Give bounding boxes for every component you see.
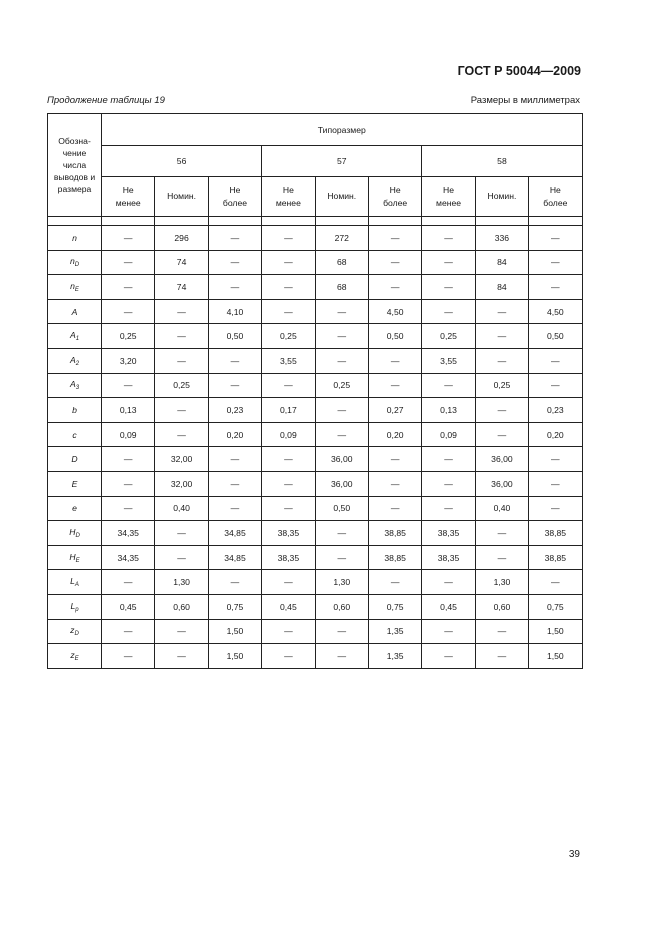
value-cell: — bbox=[155, 619, 208, 644]
value-cell: 84 bbox=[475, 250, 528, 275]
value-cell: 1,30 bbox=[315, 570, 368, 595]
value-cell: 3,20 bbox=[102, 348, 155, 373]
value-cell: — bbox=[315, 299, 368, 324]
value-cell: — bbox=[422, 496, 475, 521]
value-cell: — bbox=[155, 398, 208, 423]
value-cell: 74 bbox=[155, 275, 208, 300]
value-cell: 0,40 bbox=[475, 496, 528, 521]
value-cell: 272 bbox=[315, 226, 368, 251]
value-cell: — bbox=[102, 299, 155, 324]
value-cell: 0,75 bbox=[208, 594, 261, 619]
value-cell: — bbox=[315, 545, 368, 570]
value-cell: — bbox=[475, 398, 528, 423]
value-cell: — bbox=[368, 570, 421, 595]
value-cell: 1,35 bbox=[368, 619, 421, 644]
value-cell: — bbox=[208, 226, 261, 251]
value-cell: — bbox=[155, 348, 208, 373]
value-cell: — bbox=[475, 521, 528, 546]
value-cell: — bbox=[529, 471, 582, 496]
designation-cell: b bbox=[48, 398, 102, 423]
value-cell: — bbox=[262, 570, 315, 595]
value-cell: — bbox=[422, 570, 475, 595]
value-cell: — bbox=[368, 348, 421, 373]
designation-cell: D bbox=[48, 447, 102, 472]
value-cell: — bbox=[155, 422, 208, 447]
value-cell: 0,50 bbox=[315, 496, 368, 521]
value-cell: 0,25 bbox=[262, 324, 315, 349]
value-cell: — bbox=[262, 619, 315, 644]
designation-cell: E bbox=[48, 471, 102, 496]
value-cell: 336 bbox=[475, 226, 528, 251]
table-body bbox=[48, 217, 583, 669]
value-cell: 34,35 bbox=[102, 521, 155, 546]
dimensions-table bbox=[47, 113, 583, 669]
value-cell: 38,85 bbox=[529, 545, 582, 570]
value-cell: 0,20 bbox=[529, 422, 582, 447]
table-row bbox=[48, 422, 583, 447]
value-cell: 296 bbox=[155, 226, 208, 251]
table-row bbox=[48, 619, 583, 644]
value-cell: 68 bbox=[315, 275, 368, 300]
value-cell: 32,00 bbox=[155, 447, 208, 472]
value-cell: — bbox=[422, 250, 475, 275]
value-cell: — bbox=[102, 570, 155, 595]
value-cell: — bbox=[315, 422, 368, 447]
value-cell: — bbox=[102, 644, 155, 669]
value-cell: 1,50 bbox=[208, 619, 261, 644]
value-cell: 74 bbox=[155, 250, 208, 275]
value-cell: 0,25 bbox=[102, 324, 155, 349]
value-cell: 38,35 bbox=[262, 545, 315, 570]
value-cell: — bbox=[422, 644, 475, 669]
value-cell: — bbox=[102, 471, 155, 496]
value-cell: 0,17 bbox=[262, 398, 315, 423]
value-cell: — bbox=[422, 226, 475, 251]
value-cell: 0,13 bbox=[102, 398, 155, 423]
value-cell: — bbox=[529, 348, 582, 373]
page-number: 39 bbox=[568, 849, 580, 860]
designation-cell: $n_D$ bbox=[48, 250, 102, 275]
value-cell: — bbox=[475, 299, 528, 324]
table-row bbox=[48, 545, 583, 570]
value-cell: — bbox=[262, 496, 315, 521]
value-cell: 0,09 bbox=[422, 422, 475, 447]
value-cell: — bbox=[102, 496, 155, 521]
value-cell: 0,27 bbox=[368, 398, 421, 423]
value-cell: — bbox=[262, 275, 315, 300]
value-cell: — bbox=[529, 226, 582, 251]
value-cell: 38,85 bbox=[368, 545, 421, 570]
value-cell: — bbox=[155, 644, 208, 669]
designation-cell: $L_A$ bbox=[48, 570, 102, 595]
type-size-header: Типоразмер bbox=[102, 114, 583, 146]
value-cell: 36,00 bbox=[475, 447, 528, 472]
value-cell: 0,25 bbox=[422, 324, 475, 349]
designation-cell: $n_E$ bbox=[48, 275, 102, 300]
value-cell: 34,35 bbox=[102, 545, 155, 570]
value-cell: — bbox=[155, 521, 208, 546]
size-56-header: 56 bbox=[102, 146, 262, 177]
value-cell: — bbox=[368, 226, 421, 251]
value-cell: 0,60 bbox=[155, 594, 208, 619]
value-cell: — bbox=[529, 373, 582, 398]
value-cell: 0,40 bbox=[155, 496, 208, 521]
value-cell: — bbox=[368, 447, 421, 472]
min-column-header: Не менее bbox=[262, 177, 315, 217]
value-cell: — bbox=[529, 275, 582, 300]
max-column-header: Не более bbox=[368, 177, 421, 217]
value-cell: — bbox=[368, 373, 421, 398]
designation-cell: $z_D$ bbox=[48, 619, 102, 644]
value-cell: 4,10 bbox=[208, 299, 261, 324]
nominal-column-header: Номин. bbox=[155, 177, 208, 217]
value-cell: — bbox=[368, 471, 421, 496]
value-cell: — bbox=[102, 226, 155, 251]
value-cell: 0,13 bbox=[422, 398, 475, 423]
value-cell: 4,50 bbox=[529, 299, 582, 324]
designation-cell: $L_p$ bbox=[48, 594, 102, 619]
nominal-column-header: Номин. bbox=[315, 177, 368, 217]
value-cell: 0,75 bbox=[529, 594, 582, 619]
value-cell: — bbox=[102, 447, 155, 472]
min-column-header: Не менее bbox=[422, 177, 475, 217]
size-58-header: 58 bbox=[422, 146, 582, 177]
value-cell: — bbox=[102, 373, 155, 398]
value-cell: 0,60 bbox=[315, 594, 368, 619]
value-cell: — bbox=[262, 226, 315, 251]
value-cell: — bbox=[422, 619, 475, 644]
value-cell: 36,00 bbox=[315, 471, 368, 496]
value-cell: — bbox=[422, 275, 475, 300]
designation-cell: c bbox=[48, 422, 102, 447]
table-row bbox=[48, 570, 583, 595]
table-continuation-caption: Продолжение таблицы 19 bbox=[47, 95, 165, 106]
table-row bbox=[48, 348, 583, 373]
value-cell: 0,25 bbox=[475, 373, 528, 398]
value-cell: — bbox=[475, 644, 528, 669]
value-cell: — bbox=[102, 619, 155, 644]
table-row bbox=[48, 644, 583, 669]
designation-cell: $A_2$ bbox=[48, 348, 102, 373]
value-cell: 0,45 bbox=[422, 594, 475, 619]
value-cell: — bbox=[475, 545, 528, 570]
min-column-header: Не менее bbox=[102, 177, 155, 217]
value-cell: 34,85 bbox=[208, 521, 261, 546]
value-cell: — bbox=[422, 299, 475, 324]
value-cell: 3,55 bbox=[262, 348, 315, 373]
value-cell: 0,25 bbox=[315, 373, 368, 398]
designation-cell: e bbox=[48, 496, 102, 521]
value-cell: — bbox=[262, 250, 315, 275]
value-cell: 0,50 bbox=[368, 324, 421, 349]
value-cell: 3,55 bbox=[422, 348, 475, 373]
value-cell: 0,23 bbox=[208, 398, 261, 423]
table-row bbox=[48, 398, 583, 423]
table-row bbox=[48, 250, 583, 275]
designation-cell: $A_3$ bbox=[48, 373, 102, 398]
designation-cell: $A_1$ bbox=[48, 324, 102, 349]
value-cell: — bbox=[422, 447, 475, 472]
value-cell: — bbox=[155, 324, 208, 349]
designation-cell: $z_E$ bbox=[48, 644, 102, 669]
value-cell: — bbox=[155, 545, 208, 570]
value-cell: 38,35 bbox=[422, 521, 475, 546]
table-row bbox=[48, 496, 583, 521]
value-cell: — bbox=[475, 348, 528, 373]
value-cell: — bbox=[529, 447, 582, 472]
value-cell: — bbox=[262, 373, 315, 398]
value-cell: — bbox=[102, 250, 155, 275]
value-cell: 1,30 bbox=[155, 570, 208, 595]
value-cell: 34,85 bbox=[208, 545, 261, 570]
value-cell: 1,50 bbox=[208, 644, 261, 669]
value-cell: — bbox=[529, 570, 582, 595]
value-cell: — bbox=[262, 471, 315, 496]
value-cell: 32,00 bbox=[155, 471, 208, 496]
value-cell: 0,09 bbox=[102, 422, 155, 447]
table-row bbox=[48, 324, 583, 349]
value-cell: — bbox=[368, 250, 421, 275]
value-cell: 38,35 bbox=[422, 545, 475, 570]
value-cell: — bbox=[475, 422, 528, 447]
value-cell: 68 bbox=[315, 250, 368, 275]
value-cell: 0,20 bbox=[208, 422, 261, 447]
max-column-header: Не более bbox=[529, 177, 582, 217]
value-cell: 0,25 bbox=[155, 373, 208, 398]
table-row bbox=[48, 373, 583, 398]
value-cell: 1,50 bbox=[529, 644, 582, 669]
value-cell: — bbox=[262, 447, 315, 472]
value-cell: — bbox=[315, 324, 368, 349]
value-cell: — bbox=[315, 644, 368, 669]
value-cell: — bbox=[208, 275, 261, 300]
value-cell: — bbox=[262, 299, 315, 324]
max-column-header: Не более bbox=[208, 177, 261, 217]
value-cell: — bbox=[208, 250, 261, 275]
header-spacer-row bbox=[48, 217, 583, 226]
value-cell: 38,85 bbox=[529, 521, 582, 546]
value-cell: 36,00 bbox=[475, 471, 528, 496]
table-row bbox=[48, 447, 583, 472]
value-cell: — bbox=[208, 496, 261, 521]
value-cell: 0,50 bbox=[529, 324, 582, 349]
value-cell: — bbox=[315, 619, 368, 644]
table-row bbox=[48, 521, 583, 546]
value-cell: 1,35 bbox=[368, 644, 421, 669]
value-cell: — bbox=[155, 299, 208, 324]
value-cell: 0,45 bbox=[102, 594, 155, 619]
value-cell: — bbox=[102, 275, 155, 300]
table-header bbox=[48, 114, 583, 217]
value-cell: — bbox=[262, 644, 315, 669]
designation-column-header: Обозна- чение числа выводов и размера bbox=[48, 114, 102, 217]
value-cell: — bbox=[529, 250, 582, 275]
value-cell: 1,30 bbox=[475, 570, 528, 595]
value-cell: 0,23 bbox=[529, 398, 582, 423]
designation-cell: $H_E$ bbox=[48, 545, 102, 570]
nominal-column-header: Номин. bbox=[475, 177, 528, 217]
value-cell: 0,75 bbox=[368, 594, 421, 619]
designation-cell: A bbox=[48, 299, 102, 324]
value-cell: — bbox=[475, 619, 528, 644]
table-row bbox=[48, 471, 583, 496]
value-cell: — bbox=[208, 373, 261, 398]
table-row bbox=[48, 594, 583, 619]
value-cell: — bbox=[208, 348, 261, 373]
value-cell: 84 bbox=[475, 275, 528, 300]
value-cell: — bbox=[529, 496, 582, 521]
table-row bbox=[48, 299, 583, 324]
value-cell: — bbox=[422, 373, 475, 398]
value-cell: 4,50 bbox=[368, 299, 421, 324]
designation-cell: n bbox=[48, 226, 102, 251]
value-cell: — bbox=[315, 348, 368, 373]
value-cell: — bbox=[208, 570, 261, 595]
value-cell: 0,50 bbox=[208, 324, 261, 349]
units-caption: Размеры в миллиметрах bbox=[470, 95, 580, 106]
value-cell: 0,45 bbox=[262, 594, 315, 619]
value-cell: 38,35 bbox=[262, 521, 315, 546]
value-cell: 0,20 bbox=[368, 422, 421, 447]
designation-cell: $H_D$ bbox=[48, 521, 102, 546]
value-cell: — bbox=[208, 471, 261, 496]
table-row bbox=[48, 226, 583, 251]
value-cell: — bbox=[315, 521, 368, 546]
value-cell: 0,09 bbox=[262, 422, 315, 447]
table-row bbox=[48, 275, 583, 300]
size-57-header: 57 bbox=[262, 146, 422, 177]
value-cell: — bbox=[315, 398, 368, 423]
value-cell: — bbox=[208, 447, 261, 472]
value-cell: — bbox=[475, 324, 528, 349]
value-cell: — bbox=[368, 496, 421, 521]
value-cell: 38,85 bbox=[368, 521, 421, 546]
value-cell: — bbox=[422, 471, 475, 496]
value-cell: 36,00 bbox=[315, 447, 368, 472]
value-cell: — bbox=[368, 275, 421, 300]
value-cell: 1,50 bbox=[529, 619, 582, 644]
standard-code: ГОСТ Р 50044—2009 bbox=[457, 64, 581, 78]
value-cell: 0,60 bbox=[475, 594, 528, 619]
